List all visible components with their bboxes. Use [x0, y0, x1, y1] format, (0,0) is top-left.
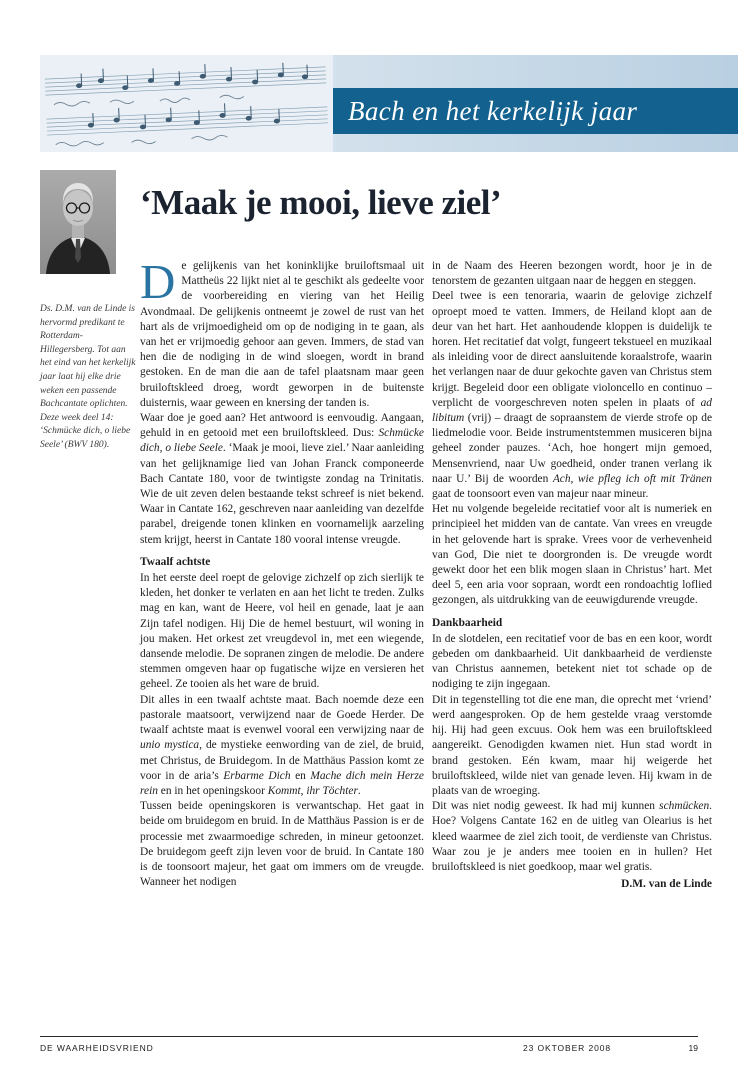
- section-title-box: [333, 88, 738, 134]
- paragraph: Dit was niet nodig geweest. Ik had mij kunnen schmücken. Hoe? Volgens Cantate 162 en de uitleg van Olearius is het kleed waarmee de ziel zich tooit, de verdienste van Christus. Waar zou je je anders mee tooien en in hullen? Het bruiloftskleed is niet goedkoop, maar wel gratis.: [432, 800, 712, 873]
- paragraph: Dit in tegenstelling tot die ene man, die oprecht met ‘vriend’ werd aangesproken. Op de hem gestelde vraag verstomde hij. Hij had geen excuus. Ook hem was een bruiloftskleed aangereikt. Genodigden kwamen niet. Hun stad wordt in brand gestoken. Eén kwam, maar hij weigerde het bruiloftskleed, wilde niet van genade leven. Hij kwam in de plaats van de wroeging.: [432, 693, 712, 797]
- article-column-2: [432, 259, 712, 892]
- paragraph: in de Naam des Heeren bezongen wordt, hoor je in de tenorstem de gezanten uitgaan naar de heggen en steggen.: [432, 260, 712, 288]
- footer-page-number: 19: [688, 1043, 698, 1053]
- paragraph: In het eerste deel roept de gelovige zichzelf op zich sierlijk te kleden, het donker te verlaten en aan het licht te treden. Zulks mag en kan, want de Heere, vol heil en genade, laat je aan Zijn tafel nodigen. Hij Die de hemel bestuurt, wil woning in jou maken. Het orkest zet vreugdevol in, met een wiegende, dansende melodie. De sopranen zingen de melodie. De andere stemmen omgeven haar op fugatische wijze en versieren het geheel. Ze tooien als het ware de bruid.: [140, 572, 424, 691]
- article-title: ‘Maak je mooi, lieve ziel’: [140, 183, 502, 222]
- article-column-1: [140, 254, 424, 890]
- drop-cap: D: [140, 254, 176, 309]
- header-band: [40, 55, 738, 152]
- section-title: Bach en het kerkelijk jaar: [348, 95, 638, 126]
- paragraph: In de slotdelen, een recitatief voor de bas en een koor, wordt gebeden om dankbaarheid. Uit dankbaarheid de verdienste van Christus aannemen, betekent niet tot schade op de nodiging te zijn ingegaan.: [432, 632, 712, 691]
- paragraph: Deel twee is een tenoraria, waarin de gelovige zichzelf oproept moed te vatten. Immers, de Heiland klopt aan de deur van het hart. Het aanhoudende kloppen is duidelijk te horen. Het recitatief dat volgt, fungeert tekstueel en muzikaal als inleiding voor de direct aansluitende koraalstrofe, waarin het verlangen naar de duur gekochte gaven van Christus stem krijgt. Begeleid door een obligate violoncello en continuo – verplicht de voorgeschreven noten spelen in plaats of ad libitum (vrij) – draagt de sopraanstem de vierde strofe op de liedmelodie voor. Beide instrumentstemmen musiceren bijna geheel zonder pauzes. ‘Ach, hoe hongert mijn gemoed, Mensenvriend, naar Uw goedheid, onder tranen verlang ik naar U.’ Bij de woorden Ach, wie pfleg ich oft mit Tränen gaat de toonsoort even van majeur naar mineur.: [432, 290, 712, 501]
- paragraph: De gelijkenis van het koninklijke bruiloftsmaal uit Mattheüs 22 lijkt niet al te geschikt als gedeelte voor de voorbereiding en viering van het Heilig Avondmaal. De gelijkenis ontneemt je zowel de rust van het hart als de vrijmoedigheid om op de nodiging in te gaan, als van het er vrijmoedig gehoor aan geven. Immers, de stad van hen die de nodiging in de wind sloegen, wordt in brand gestoken. En de man die aan de tafel plaatsnam maar geen bruiloftskleed droeg, wordt geworpen in de buitenste duisternis, waar geween en knersing der tanden is.: [140, 254, 424, 409]
- paragraph: Dit alles in een twaalf achtste maat. Bach noemde deze een pastorale maatsoort, verwijzend naar de Goede Herder. De twaalf achtste maat is evenwel vooral een verwijzing naar de unio mystica, de mystieke eenwording van de ziel, de bruid, met Christus, de Bruidegom. In de Matthäus Passion komt ze voor in de aria’s Erbarme Dich en Mache dich mein Herze rein en in het openingskoor Kommt, ihr Töchter.: [140, 693, 424, 797]
- paragraph: Waar doe je goed aan? Het antwoord is eenvoudig. Aangaan, gehuld in en getooid met een bruiloftskleed. Dus: Schmücke dich, o liebe Seele. ‘Maak je mooi, lieve ziel.’ Naar aanleiding van het gelijknamige lied van Johan Franck componeerde Bach Cantate 180, voor de twintigste zondag na Trinitatis. Wie de uit zeven delen bestaande tekst schreef is niet bekend. Waar in Cantate 162, geschreven naar aanleiding van dezelfde parabel, dreigende tonen klinken en voornamelijk aarzeling stem krijgt, heerst in Cantate 180 vooral intense vreugde.: [140, 412, 424, 546]
- portrait-photo: [40, 170, 116, 274]
- section-heading: Dankbaarheid: [432, 616, 503, 629]
- footer-journal-name: DE WAARHEIDSVRIEND: [40, 1043, 154, 1053]
- portrait-caption: Ds. D.M. van de Linde is hervormd predikant te Rotterdam-Hillegersberg. Tot aan het eind van het kerkelijk jaar laat hij elke drie weken een passende Bachcantate oplichten. Deze week deel 14: ‘Schmücke dich, o liebe Seele’ (BWV 180).: [40, 304, 136, 450]
- author-signature: D.M. van de Linde: [621, 878, 712, 891]
- paragraph: Tussen beide openingskoren is verwantschap. Het gaat in beide om bruidegom en bruid. In de Matthäus Passion is er de processie met zwaarmoedige schreden, in mineur getoonzet. De bruidegom geeft zijn leven voor de bruid. In Cantate 180 is de toonsoort majeur, het gaat om immers om de vreugde. Wanneer het nodigen: [140, 800, 424, 889]
- sheet-music-photo: [40, 55, 333, 152]
- paragraph: Het nu volgende begeleide recitatief voor alt is numeriek en principieel het midden van de cantate. Van vrees en vreugde in het gelovende hart is sprake. Vrees voor de verhevenheid van God, Die niet te doorgronden is. De vreugde wordt gewekt door het een blik mogen slaan in Christus’ hart. Met deel 5, een aria voor sopraan, wordt een rondoachtig loflied gezongen, als uitdrukking van de eeuwigdurende vreugde.: [432, 503, 712, 607]
- footer-date: 23 OKTOBER 2008: [523, 1043, 611, 1053]
- footer: [40, 1036, 698, 1058]
- section-heading: Twaalf achtste: [140, 555, 211, 568]
